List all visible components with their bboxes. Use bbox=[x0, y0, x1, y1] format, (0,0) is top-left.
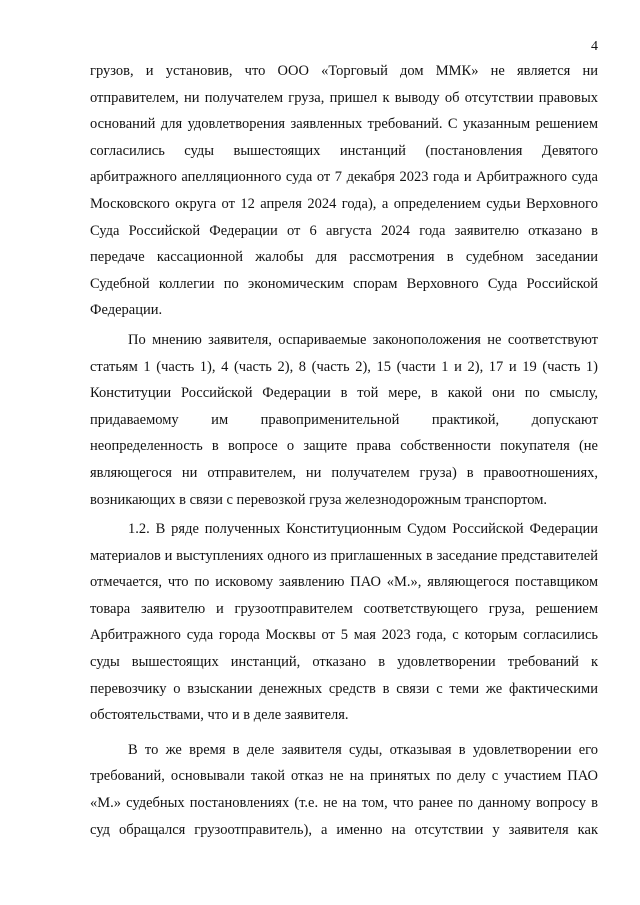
page-number: 4 bbox=[591, 39, 598, 54]
document-body bbox=[90, 58, 598, 843]
paragraph-applicant-opinion: По мнению заявителя, оспариваемые законоположения не соответствуют статьям 1 (часть 1), 4 (часть 2), 8 (часть 2), 15 (части 1 и 2), 17 и 19 (часть 1) Конституции Российской Федерации в той мере, в какой они по смыслу, придаваемому им правоприменительной практикой, допускают неопределенность в вопросе о защите права собственности покупателя (не являющегося ни отправителем, ни получателем груза) в правоотношениях, возникающих в связи с перевозкой груза железнодорожным транспортом. bbox=[90, 331, 598, 508]
paragraph-continuation: грузов, и установив, что ООО «Торговый дом ММК» не является ни отправителем, ни получателем груза, пришел к выводу об отсутствии правовых оснований для удовлетворения заявленных требований. С указанным решением согласились суды вышестоящих инстанций (постановления Девятого арбитражного апелляционного суда от 7 декабря 2023 года и Арбитражного суда Московского округа от 12 апреля 2024 года), а определением судьи Верховного Суда Российской Федерации от 6 августа 2024 года заявителю отказано в передаче кассационной жалобы для рассмотрения в судебном заседании Судебной коллегии по экономическим спорам Верховного Суда Российской Федерации. bbox=[90, 63, 598, 319]
paragraph-section-1-2: 1.2. В ряде полученных Конституционным Судом Российской Федерации материалов и выступлениях одного из приглашенных в заседание представителей отмечается, что по исковому заявлению ПАО «М.», являющегося поставщиком товара заявителю и грузоотправителем соответствующего груза, решением Арбитражного суда города Москвы от 5 мая 2023 года, с которым согласились суды вышестоящих инстанций, отказано в удовлетворении требований к перевозчику о взыскании денежных средств в связи с теми же фактическими обстоятельствами, что и в деле заявителя. bbox=[90, 521, 598, 724]
paragraph-applicant-case: В то же время в деле заявителя суды, отказывая в удовлетворении его требований, основывали такой отказ не на принятых по делу с участием ПАО «М.» судебных постановлениях (т.е. не на том, что ранее по данному вопросу в суд обращался грузоотправитель), а именно на отсутствии у заявителя как bbox=[90, 741, 598, 838]
